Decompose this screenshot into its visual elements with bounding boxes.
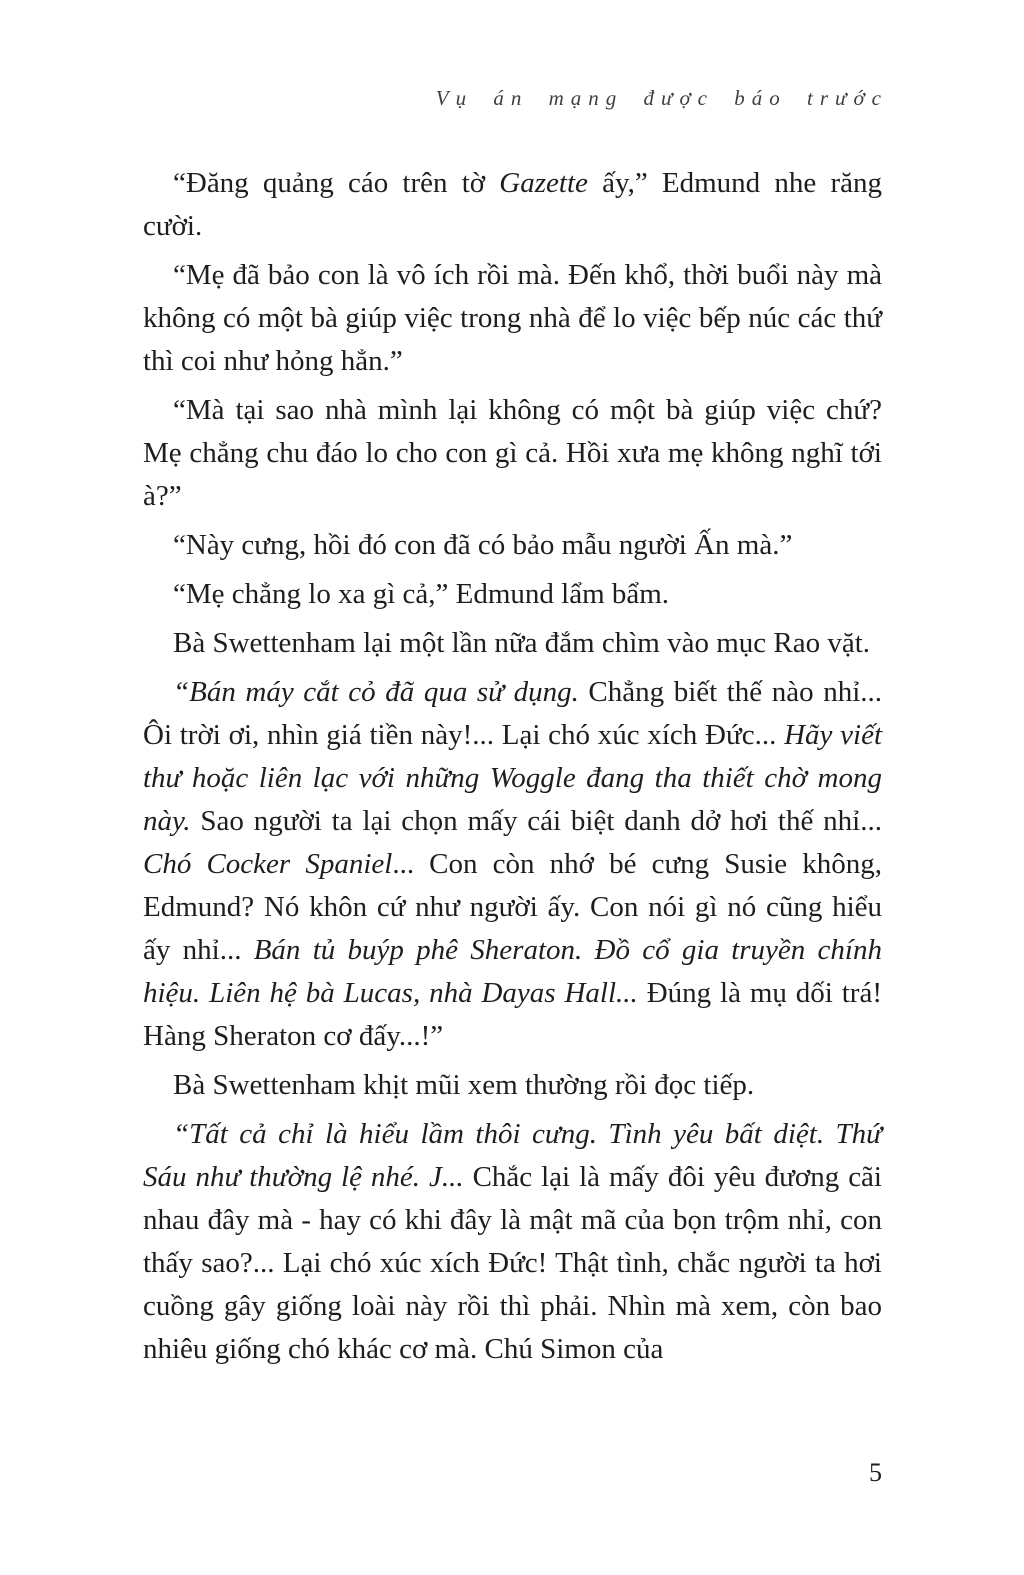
text-run: ấy,” Edmund nhe răng cười.	[143, 167, 882, 242]
italic-run: “Bán máy cắt cỏ đã qua sử dụng.	[173, 676, 579, 708]
text-run: “Mẹ chẳng lo xa gì cả,” Edmund lẩm bẩm.	[173, 578, 670, 610]
body-text	[143, 162, 882, 1377]
text-run: ... Con còn nhớ bé cưng Susie không, Edmund? Nó khôn cứ như người ấy. Con nói gì nó cũng hiểu ấy nhỉ...	[143, 848, 882, 966]
paragraph	[143, 1064, 882, 1107]
text-run: Bà Swettenham lại một lần nữa đắm chìm vào mục Rao vặt.	[173, 627, 871, 659]
italic-run: Hãy viết thư hoặc liên lạc với những Woggle đang tha thiết chờ mong này.	[143, 719, 882, 837]
paragraph	[143, 524, 882, 567]
paragraph	[143, 254, 882, 383]
page-number: 5	[869, 1458, 882, 1487]
paragraph	[143, 389, 882, 518]
italic-run: Bán tủ buýp phê Sheraton. Đồ cổ gia truyền chính hiệu. Liên hệ bà Lucas, nhà Dayas Hall...	[143, 934, 882, 1009]
text-run: Đúng là mụ dối trá! Hàng Sheraton cơ đấy...!”	[143, 977, 882, 1052]
paragraph	[143, 622, 882, 665]
text-run: Sao người ta lại chọn mấy cái biệt danh dở hơi thế nhỉ...	[190, 805, 882, 837]
text-run: Bà Swettenham khịt mũi xem thường rồi đọc tiếp.	[173, 1069, 755, 1101]
paragraph	[143, 1113, 882, 1371]
paragraph	[143, 573, 882, 616]
paragraph	[143, 671, 882, 1058]
running-header: Vụ án mạng được báo trước	[435, 86, 888, 110]
text-run: “Mẹ đã bảo con là vô ích rồi mà. Đến khổ, thời buổi này mà không có một bà giúp việc trong nhà để lo việc bếp núc các thứ thì coi như hỏng hẳn.”	[143, 259, 882, 377]
text-run: “Đăng quảng cáo trên tờ	[173, 167, 500, 199]
text-run: Chẳng biết thế nào nhỉ... Ôi trời ơi, nhìn giá tiền này!... Lại chó xúc xích Đức...	[143, 676, 883, 751]
paragraph	[143, 162, 882, 248]
italic-run: Chó Cocker Spaniel	[143, 848, 393, 880]
text-run: “Này cưng, hồi đó con đã có bảo mẫu người Ấn mà.”	[173, 529, 793, 561]
text-run: “Mà tại sao nhà mình lại không có một bà giúp việc chứ? Mẹ chẳng chu đáo lo cho con gì cả. Hồi xưa mẹ không nghĩ tới à?”	[143, 394, 882, 512]
text-run: Chắc lại là mấy đôi yêu đương cãi nhau đây mà - hay có khi đây là mật mã của bọn trộm nhỉ, con thấy sao?... Lại chó xúc xích Đức! Thật tình, chắc người ta hơi cuồng gây giống loài này rồi thì phải. Nhìn mà xem, còn bao nhiêu giống chó khác cơ mà. Chú Simon của	[143, 1161, 882, 1365]
italic-run: “Tất cả chỉ là hiểu lầm thôi cưng. Tình yêu bất diệt. Thứ Sáu như thường lệ nhé. J...	[143, 1118, 882, 1193]
italic-run: Gazette	[499, 167, 588, 199]
